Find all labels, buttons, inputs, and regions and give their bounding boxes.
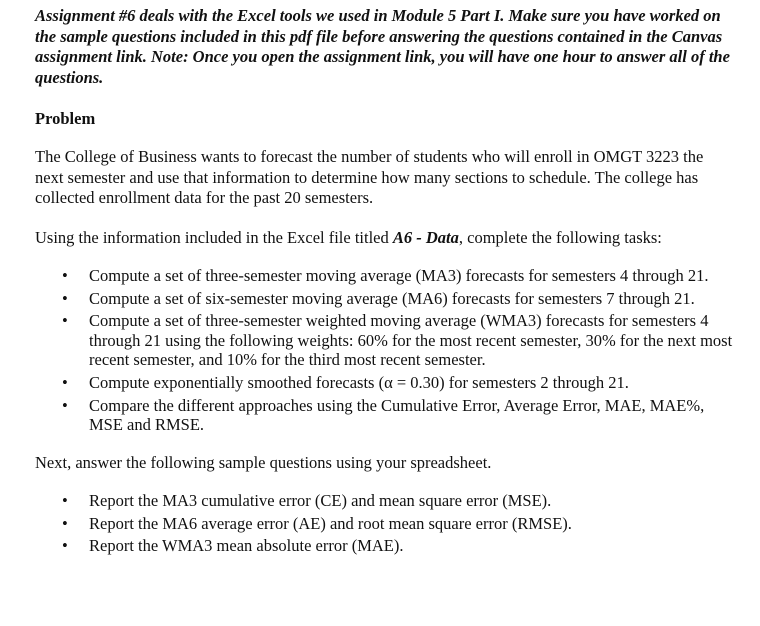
document-page [35,6,735,559]
task-list [35,266,735,435]
question-text: Report the WMA3 mean absolute error (MAE). [89,536,404,556]
bullet-icon: • [62,513,68,533]
bullet-icon: • [62,372,68,392]
tasks-intro-before: Using the information included in the Excel file titled [35,227,393,247]
list-item [35,396,735,435]
bullet-icon: • [62,311,68,331]
task-text: Compute a set of three-semester weighted moving average (WMA3) forecasts for semesters 4 through 21 using the following weights: 60% for the most recent semester, 30% for the next most recent semester, and 10% for the third most recent semester. [89,311,733,370]
list-item [35,289,735,309]
tasks-intro-after: , complete the following tasks: [458,227,662,247]
data-file-name: A6 - Data [392,227,459,247]
task-text: Compute a set of three-semester moving average (MA3) forecasts for semesters 4 through 21. [89,266,709,285]
task-text: Compute a set of six-semester moving average (MA6) forecasts for semesters 7 through 21. [89,288,695,308]
problem-description: The College of Business wants to forecast the number of students who will enroll in OMGT 3223 the next semester and use that information to determine how many sections to schedule. The college has collected enrollment data for the past 20 semesters. [35,147,704,207]
list-item [35,514,735,534]
questions-intro: Next, answer the following sample questions using your spreadsheet. [35,452,492,472]
bullet-icon: • [62,491,68,511]
bullet-icon: • [62,266,68,285]
task-text: Compare the different approaches using the Cumulative Error, Average Error, MAE, MAE%, MSE and RMSE. [89,395,705,435]
list-item [35,373,735,393]
bullet-icon: • [62,536,68,556]
list-item [35,266,735,286]
task-text: Compute exponentially smoothed forecasts (α = 0.30) for semesters 2 through 21. [89,372,629,392]
question-text: Report the MA3 cumulative error (CE) and mean square error (MSE). [89,491,552,511]
question-list [35,491,735,556]
question-text: Report the MA6 average error (AE) and root mean square error (RMSE). [89,513,572,533]
problem-heading: Problem [35,109,96,128]
bullet-icon: • [62,395,68,415]
assignment-intro: Assignment #6 deals with the Excel tools we used in Module 5 Part I. Make sure you have worked on the sample questions included in this pdf file before answering the questions contained in the Canvas assignment link. Note: Once you open the assignment link, you will have one hour to answer all of the questions. [35,6,730,87]
bullet-icon: • [62,288,68,308]
list-item [35,311,735,370]
list-item [35,536,735,556]
tasks-intro [35,228,735,249]
list-item [35,491,735,511]
